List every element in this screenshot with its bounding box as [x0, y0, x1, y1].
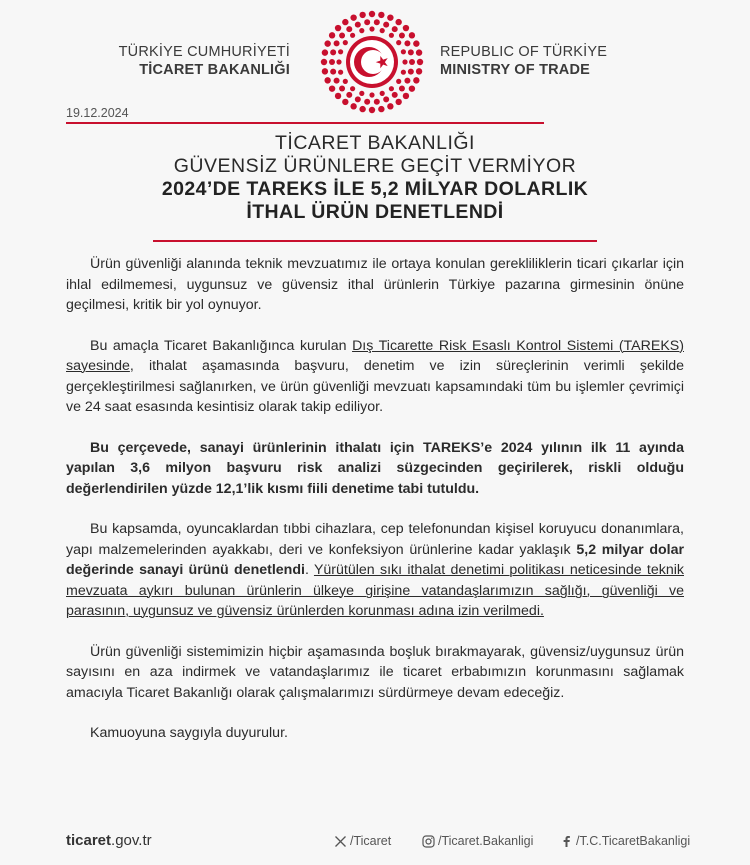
header-right — [440, 43, 660, 79]
instagram-icon — [422, 835, 435, 848]
title-line1: TİCARET BAKANLIĞI — [275, 132, 475, 154]
header-left-line1: TÜRKİYE CUMHURİYETİ — [118, 44, 290, 60]
paragraph-5: Ürün güvenliği sistemimizin hiçbir aşamasında boşluk bırakmayarak, güvensiz/uygunsuz ürün sayısını en aza indirmek ve vatandaşlarımız ile ticaret erbabımızın korunmasını sağlamak amacıyla Ticaret Bakanlığı olarak çalışmalarımızı sürdürmeye devam edeceğiz. — [66, 643, 684, 701]
title-block — [60, 132, 690, 224]
paragraph-2-intro: Bu amaçla Ticaret Bakanlığınca kurulan — [90, 337, 353, 354]
facebook-icon — [560, 835, 573, 848]
website — [66, 832, 152, 849]
facebook-link — [560, 834, 690, 848]
x-handle: /Ticaret — [350, 834, 392, 848]
website-bold: ticaret — [66, 832, 112, 849]
paragraph-3: Bu çerçevede, sanayi ürünlerinin ithalatı için TAREKS’e 2024 yılının ilk 11 ayında yapılan 3,6 milyon başvuru risk analizi süzgecinden geçirilerek, riskli olduğu değerlendirilen yüzde 12,1’lik kısmı fiili denetime tabi tutuldu. — [66, 439, 684, 497]
press-release-body — [66, 254, 684, 764]
instagram-link — [422, 834, 533, 848]
footer — [66, 832, 691, 852]
title-line3: 2024’DE TAREKS İLE 5,2 MİLYAR DOLARLIK — [161, 178, 589, 200]
press-release-date: 19.12.2024 — [66, 106, 129, 120]
paragraph-6: Kamuoyuna saygıyla duyurulur. — [90, 725, 288, 741]
header-right-line1: REPUBLIC OF TÜRKİYE — [440, 44, 608, 60]
paragraph-4-highlight: 5,2 milyar dolar değerinde sanayi ürünü denetlendi — [66, 541, 685, 578]
x-logo-icon — [334, 835, 347, 848]
x-link — [334, 834, 391, 848]
title-line4: İTHAL ÜRÜN DENETLENDİ — [246, 201, 504, 223]
paragraph-4-sep: . — [304, 562, 314, 578]
paragraph-1: Ürün güvenliği alanında teknik mevzuatımız ile ortaya konulan gerekliliklerin ticari çıkarlar için ihlal edilmemesi, uygunsuz ve güvensiz ithal ürünlerin Türkiye pazarına girmesinin önüne geçilmesi, kritik bir yol oynuyor. — [66, 256, 684, 313]
website-rest: .gov.tr — [111, 832, 152, 849]
header-right-line2: MINISTRY OF TRADE — [440, 62, 591, 78]
title-divider — [153, 240, 597, 242]
title-line2: GÜVENSİZ ÜRÜNLERE GEÇİT VERMİYOR — [173, 155, 577, 177]
letterhead — [0, 0, 750, 110]
header-left — [100, 43, 290, 79]
tareks-reference: Dış Ticarette Risk Esaslı Kontrol Sistemi (TAREKS) sayesinde — [66, 337, 684, 374]
facebook-handle: /T.C.TicaretBakanligi — [576, 834, 691, 848]
paragraph-4-underlined: Yürütülen sıkı ithalat denetimi politikası neticesinde teknik mevzuata aykırı bulunan ürünlerin ülkeye girişine vatandaşlarımızın sağlığı, güvenliği ve parasının, uygunsuz ve güvensiz ürünlerden korunması adına izin verilmedi. — [66, 562, 684, 619]
paragraph-2 — [66, 336, 684, 418]
paragraph-4-intro: Bu kapsamda, oyuncaklardan tıbbi cihazlara, cep telefonundan kişisel koruyucu donanımlara, yapı malzemelerinden ayakkabı, deri ve konfeksiyon ürünlerine kadar yaklaşık — [66, 521, 684, 558]
paragraph-2-rest: , ithalat aşamasında başvuru, denetim ve izin süreçlerinin verimli şekilde gerçekleştirilmesi sağlanırken, ve ürün güvenliği mevzuatı kapsamındaki tüm bu işlemler çevrimiçi ve 24 saat esasında kesintisiz olarak takip ediliyor. — [66, 358, 684, 415]
instagram-handle: /Ticaret.Bakanligi — [438, 834, 534, 848]
header-left-line2: TİCARET BAKANLIĞI — [139, 62, 290, 78]
ministry-logo-icon — [318, 8, 426, 116]
paragraph-4 — [66, 519, 684, 622]
header-divider — [66, 122, 544, 124]
